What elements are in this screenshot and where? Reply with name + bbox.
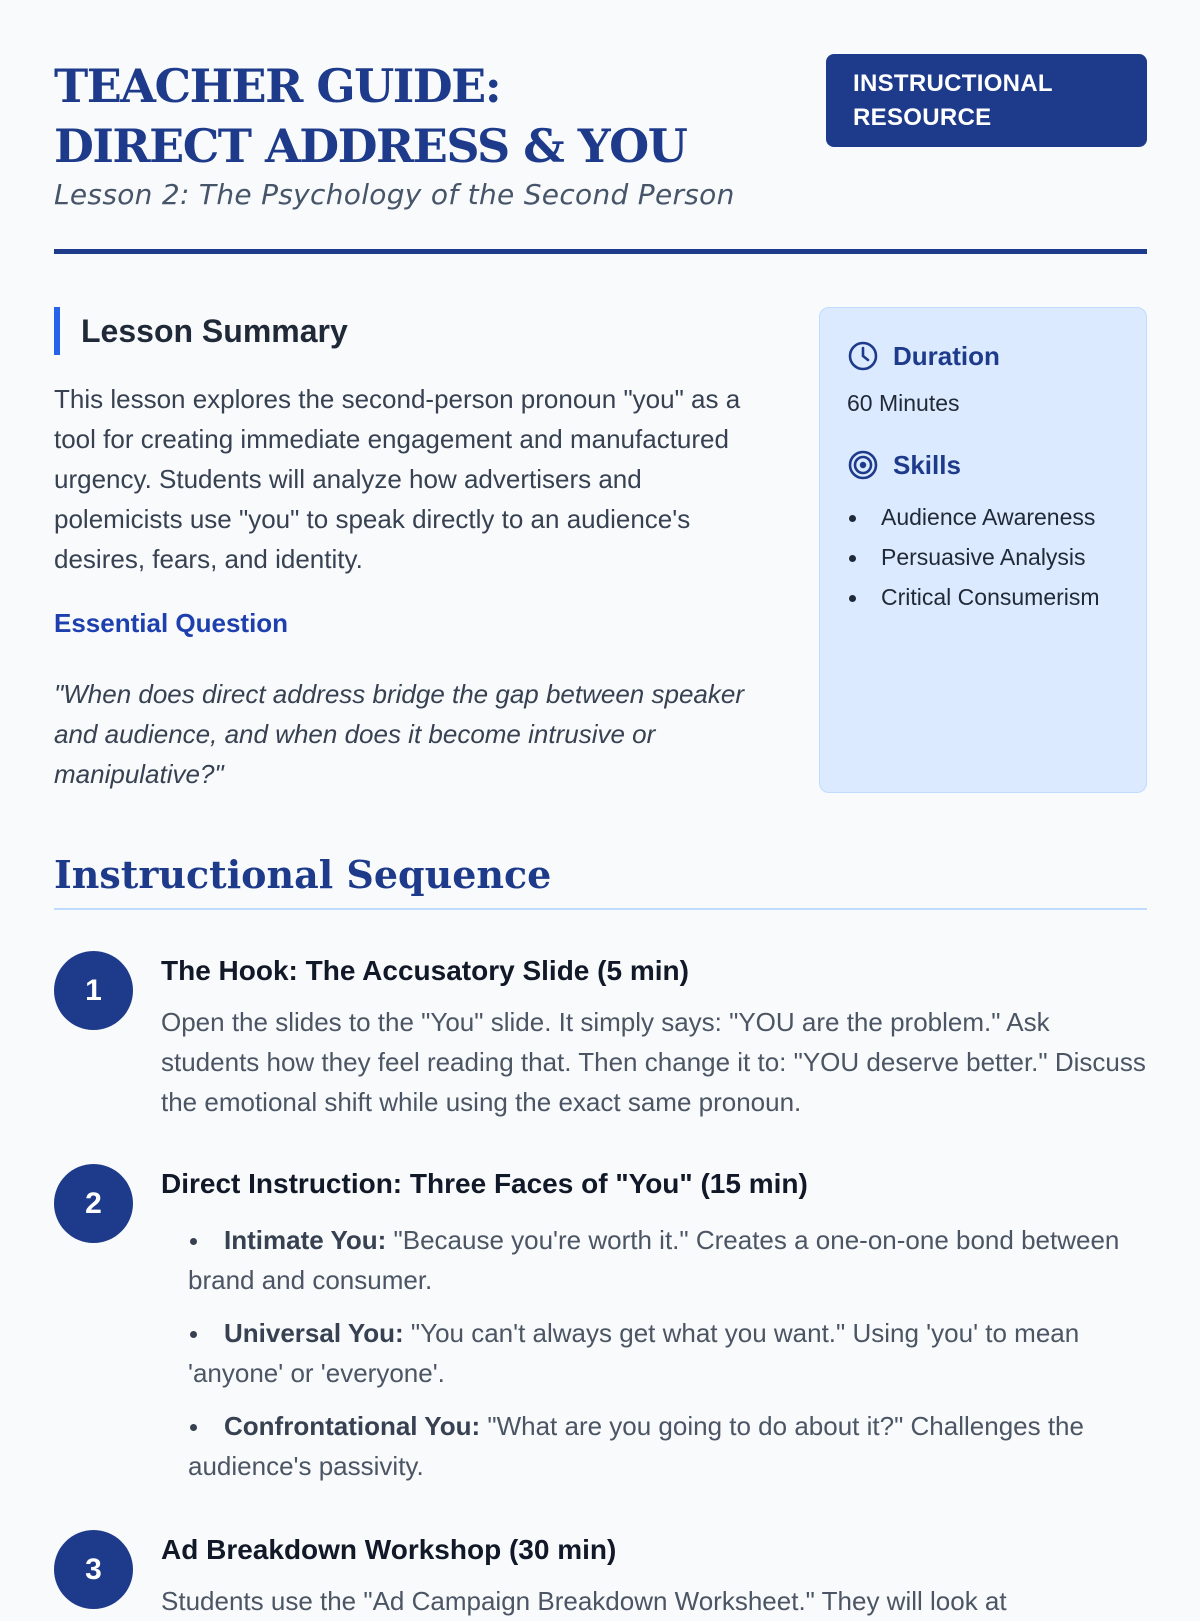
step-text: Students use the "Ad Campaign Breakdown Worksheet." They will look at	[161, 1586, 1007, 1616]
step-number-badge: 2	[54, 1164, 133, 1243]
lesson-info-card	[819, 307, 1147, 793]
skills-title	[847, 447, 1146, 483]
step-number-badge: 1	[54, 951, 133, 1030]
lesson-summary-text: This lesson explores the second-person pronoun "you" as a tool for creating immediate engagement and manufactured urgency. Students will analyze how advertisers and polemicists use "you" to speak directly to an audience's desires, fears, and identity.	[54, 384, 741, 574]
step-title: The Hook: The Accusatory Slide (5 min)	[161, 955, 689, 986]
bullet-term: Confrontational You:	[224, 1411, 481, 1441]
list-item	[188, 1220, 1147, 1300]
skills-label: Skills	[893, 449, 961, 480]
step-text: Open the slides to the "You" slide. It simply says: "YOU are the problem." Ask students how they feel reading that. Then change it to: "YOU deserve better." Discuss the emotional shift while using the exact same pronoun.	[161, 1007, 1146, 1117]
page-title: TEACHER GUIDE: DIRECT ADDRESS & YOU	[54, 59, 687, 173]
duration-label: Duration	[893, 340, 1000, 371]
bullet-term: Intimate You:	[224, 1225, 387, 1255]
bullet-text: "What are you going to do about it?" Challenges the audience's passivity.	[188, 1411, 1084, 1481]
teacher-guide-page	[54, 0, 1147, 1616]
target-icon	[847, 449, 879, 481]
step-title: Direct Instruction: Three Faces of "You" (15 min)	[161, 1168, 808, 1199]
duration-title	[847, 338, 1146, 374]
skill-item: Critical Consumerism	[847, 577, 1146, 617]
step-body	[161, 951, 1147, 1122]
resource-badge: INSTRUCTIONAL RESOURCE	[826, 54, 1147, 147]
essential-question-label: Essential Question	[54, 608, 289, 638]
list-item	[188, 1313, 1147, 1393]
bullet-text: "Because you're worth it." Creates a one-on-one bond between brand and consumer.	[188, 1225, 1120, 1295]
step-body	[161, 1164, 1147, 1499]
list-item	[188, 1406, 1147, 1486]
skill-item: Persuasive Analysis	[847, 537, 1146, 577]
duration-value: 60 Minutes	[847, 390, 960, 416]
step-number-badge: 3	[54, 1530, 133, 1609]
bullet-text: "You can't always get what you want." Using 'you' to mean 'anyone' or 'everyone'.	[188, 1318, 1080, 1388]
lesson-summary-heading: Lesson Summary	[54, 307, 348, 355]
step-title: Ad Breakdown Workshop (30 min)	[161, 1534, 617, 1565]
page-header	[54, 0, 1147, 254]
page-subtitle: Lesson 2: The Psychology of the Second Person	[54, 178, 735, 211]
skill-item: Audience Awareness	[847, 497, 1146, 537]
clock-icon	[847, 340, 879, 372]
bullet-term: Universal You:	[224, 1318, 404, 1348]
faces-of-you-list	[161, 1220, 1147, 1486]
skills-list	[847, 497, 1146, 617]
essential-question-text: "When does direct address bridge the gap between speaker and audience, and when does it become intrusive or manipulative?"	[54, 679, 744, 789]
step-body	[161, 1530, 1147, 1621]
instructional-sequence-heading: Instructional Sequence	[54, 846, 1147, 910]
